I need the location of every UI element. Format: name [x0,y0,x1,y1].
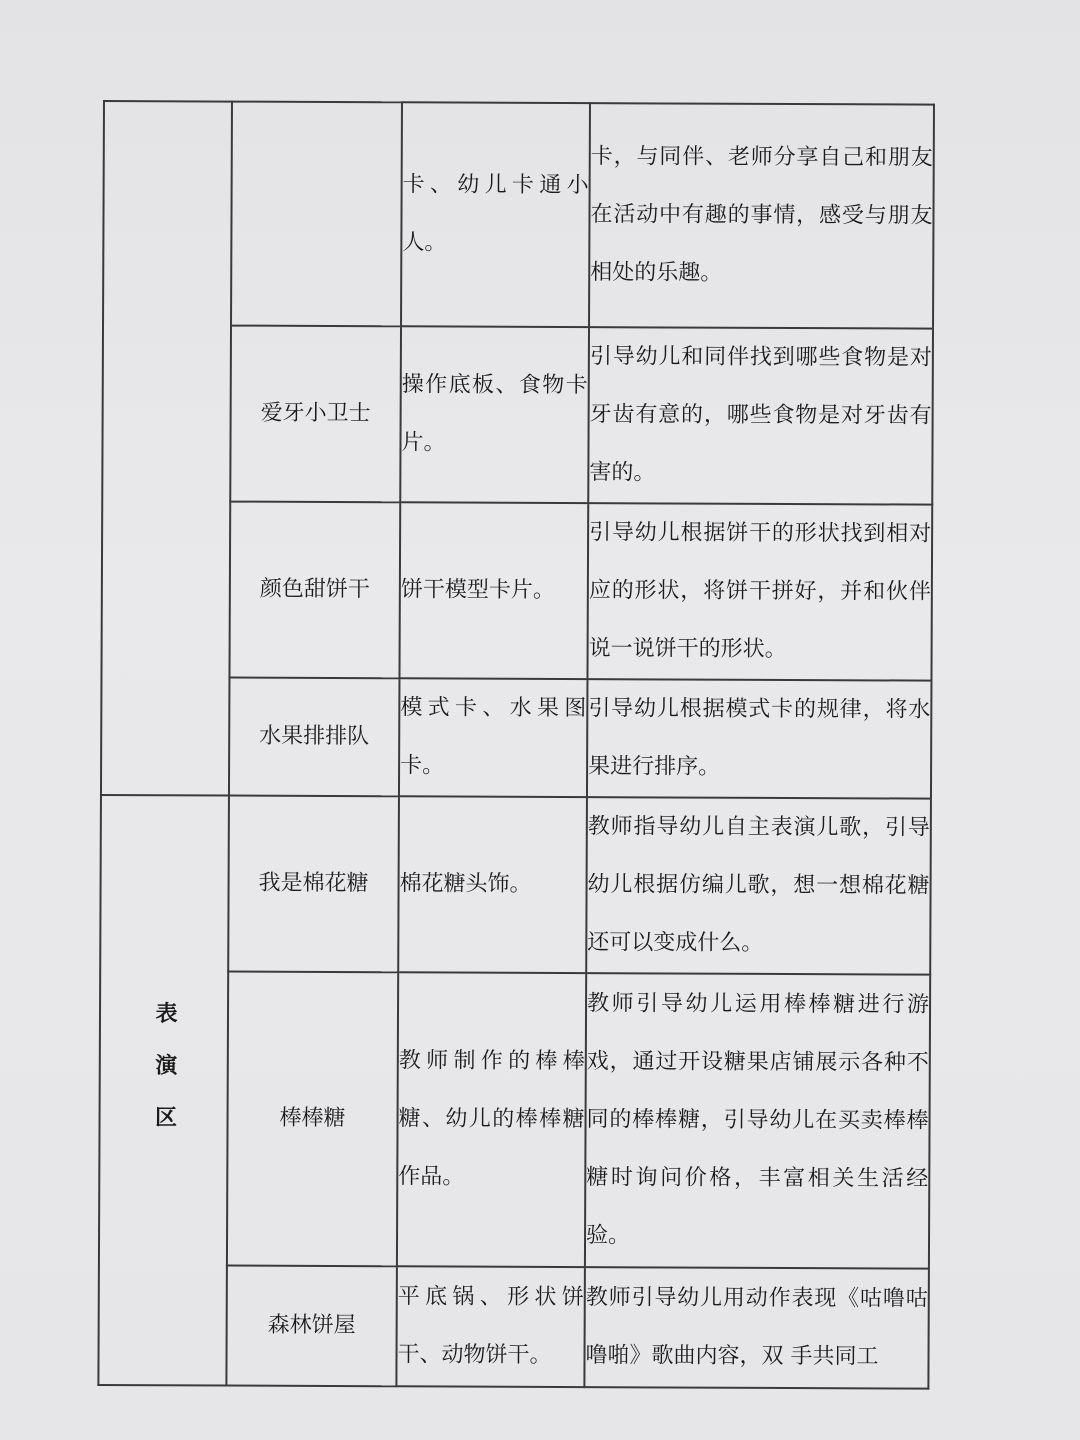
activity-name: 森林饼屋 [226,1266,397,1387]
guidance-cell: 卡，与同伴、老师分享自己和朋友在活动中有趣的事情，感受与朋友相处的乐趣。 [589,103,934,328]
materials-cell: 平底锅、形状饼干、动物饼干。 [396,1266,585,1387]
guidance-cell: 教师引导幼儿用动作表现《咕噜咕噜啪》歌曲内容，双 手共同工 [584,1267,929,1388]
guidance-cell: 引导幼儿和同伴找到哪些食物是对牙齿有意的，哪些食物是对牙齿有害的。 [588,327,933,504]
activity-name [231,102,402,327]
table-row [100,795,931,975]
guidance-cell: 教师指导幼儿自主表演儿歌，引导幼儿根据仿编儿歌，想一想棉花糖还可以变成什么。 [586,797,931,974]
activity-name: 我是棉花糖 [228,796,399,973]
guidance-cell: 教师引导幼儿运用棒棒糖进行游戏，通过开设糖果店铺展示各种不同的棒棒糖，引导幼儿在买卖棒棒糖时询问价格，丰富相关生活经验。 [585,973,930,1268]
materials-cell: 饼干模型卡片。 [399,502,588,679]
area-cell-upper [101,101,232,796]
materials-cell: 教师制作的棒棒糖、幼儿的棒棒糖作品。 [397,972,586,1267]
materials-cell: 棉花糖头饰。 [398,796,587,973]
activity-name: 颜色甜饼干 [229,502,400,679]
materials-cell: 模式卡、水果图卡。 [399,678,588,797]
guidance-cell: 引导幼儿根据模式卡的规律，将水果进行排序。 [587,679,932,798]
table-row [103,101,934,329]
area-cell-performance [98,795,229,1386]
activity-table [97,100,935,1390]
activity-name: 棒棒糖 [227,972,398,1267]
materials-cell: 卡、幼儿卡通小人。 [401,102,590,327]
activity-name: 水果排排队 [229,678,400,797]
materials-cell: 操作底板、食物卡片。 [400,326,589,503]
activity-name: 爱牙小卫士 [230,326,401,503]
guidance-cell: 引导幼儿根据饼干的形状找到相对应的形状，将饼干拼好，并和伙伴说一说饼干的形状。 [587,503,932,680]
area-label: 表演区 [151,1000,178,1157]
